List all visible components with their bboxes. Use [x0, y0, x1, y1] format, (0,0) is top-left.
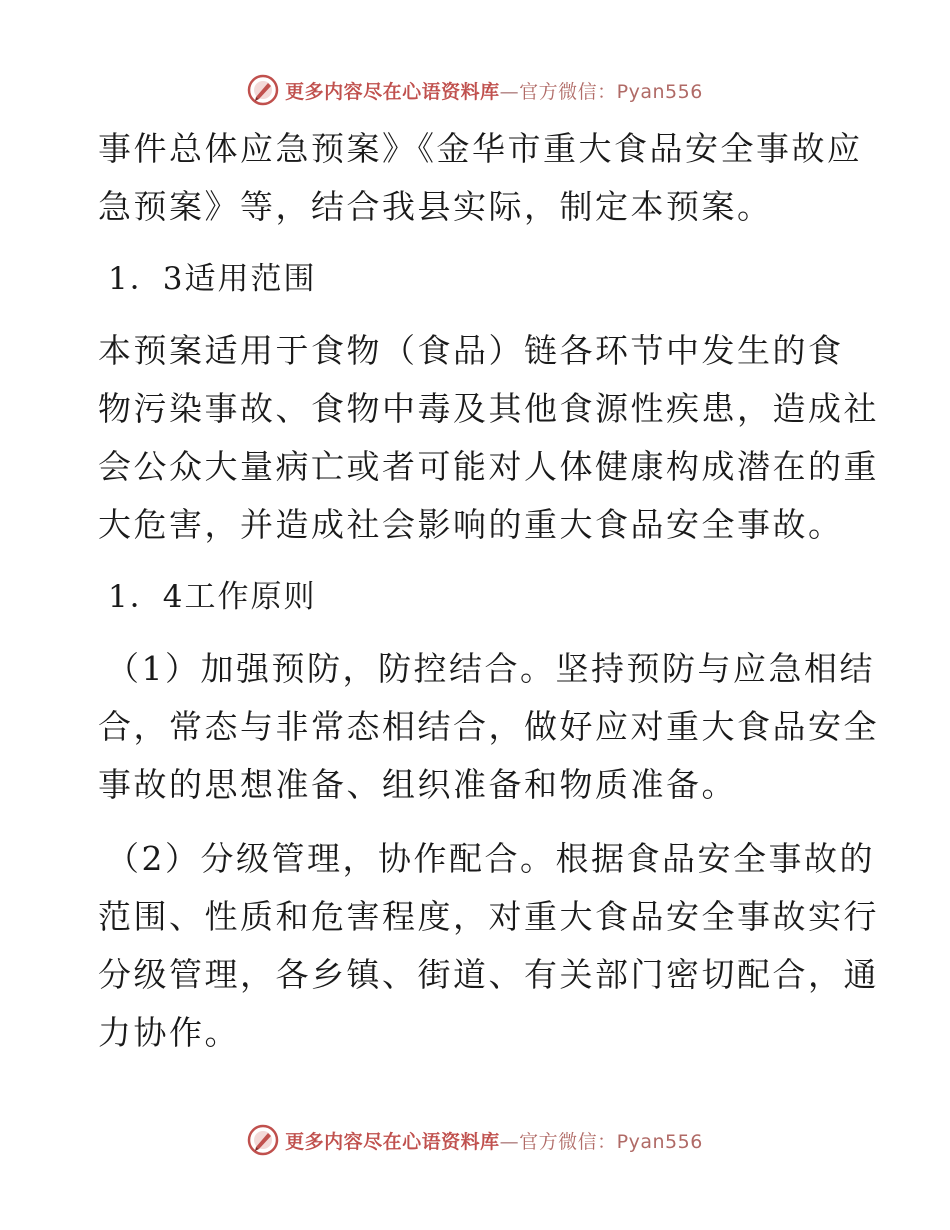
watermark-main-text: 更多内容尽在心语资料库 [285, 1130, 500, 1153]
text-line: （2）分级管理，协作配合。根据食品安全事故的 [106, 839, 875, 878]
pen-logo-icon [247, 74, 279, 106]
watermark-dash: — [499, 80, 520, 103]
watermark-wechat-text: 官方微信：Pyan556 [519, 1130, 703, 1153]
paragraph-scope [98, 322, 879, 554]
watermark-main-text: 更多内容尽在心语资料库 [285, 80, 500, 103]
text-line: 力协作。 [98, 1013, 240, 1052]
text-line: （1）加强预防，防控结合。坚持预防与应急相结 [106, 649, 875, 688]
text-line: 分级管理，各乡镇、街道、有关部门密切配合，通 [98, 955, 879, 994]
paragraph-intro [98, 120, 863, 236]
section-heading-1-4: 1．4工作原则 [108, 579, 317, 615]
document-body [98, 120, 879, 1062]
pen-logo-icon [247, 1124, 279, 1156]
text-line: 大危害，并造成社会影响的重大食品安全事故。 [98, 505, 844, 544]
text-line: 物污染事故、食物中毒及其他食源性疾患，造成社 [98, 389, 879, 428]
footer-watermark [0, 1120, 950, 1160]
watermark-dash: — [499, 1130, 520, 1153]
header-watermark [0, 70, 950, 110]
text-line: 范围、性质和危害程度，对重大食品安全事故实行 [98, 897, 879, 936]
text-line: 本预案适用于食物（食品）链各环节中发生的食 [98, 331, 844, 370]
text-line: 急预案》等，结合我县实际，制定本预案。 [98, 187, 773, 226]
text-line: 合，常态与非常态相结合，做好应对重大食品安全 [98, 707, 879, 746]
text-line: 事故的思想准备、组织准备和物质准备。 [98, 765, 737, 804]
section-heading-1-3: 1．3适用范围 [108, 261, 317, 297]
text-line: 事件总体应急预案》《金华市重大食品安全事故应 [98, 129, 863, 168]
watermark-wechat-text: 官方微信：Pyan556 [519, 80, 703, 103]
paragraph-principle-1 [98, 640, 879, 814]
paragraph-principle-2 [98, 830, 879, 1062]
text-line: 会公众大量病亡或者可能对人体健康构成潜在的重 [98, 447, 879, 486]
